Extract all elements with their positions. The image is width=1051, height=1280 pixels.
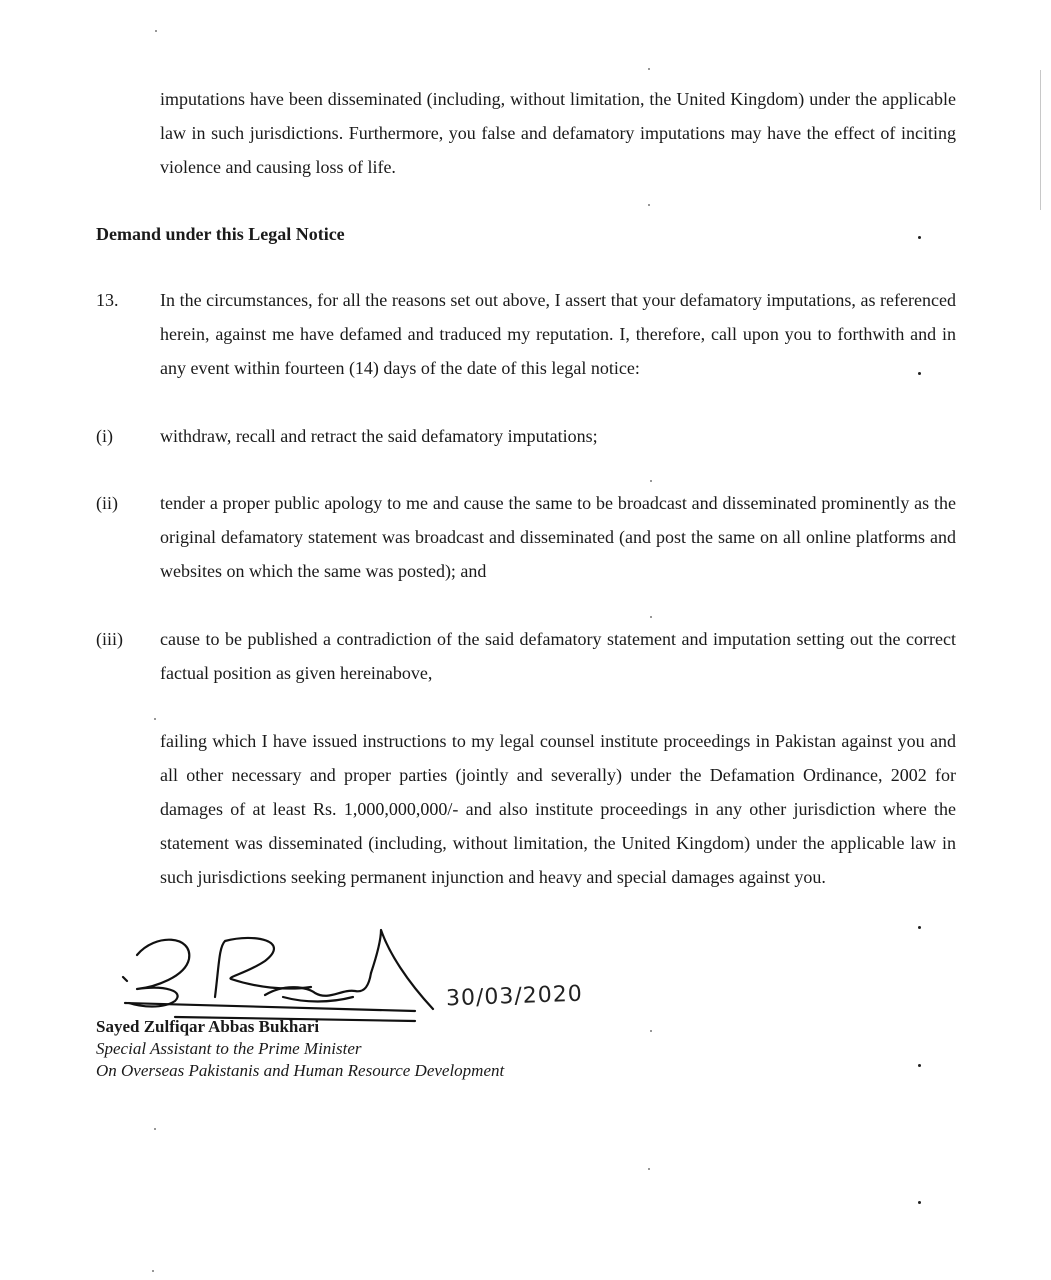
clause-13-text: In the circumstances, for all the reasons set out above, I assert that your defamatory imputations, as referenced herein, against me have defamed and traduced my reputation. I, therefore, call upon you to forthwith and in any event within fourteen (14) days of the date of this legal notice: (160, 290, 956, 378)
scan-speck (154, 718, 156, 720)
demand-i-text: withdraw, recall and retract the said defamatory imputations; (160, 426, 598, 446)
signatory-block (96, 1016, 504, 1082)
intro-paragraph: imputations have been disseminated (including, without limitation, the United Kingdom) under the applicable law in such jurisdictions. Furthermore, you false and defamatory imputations may have the effect of inciting violence and causing loss of life. (160, 89, 956, 177)
scan-speck (155, 30, 157, 32)
signatory-title-line-2: On Overseas Pakistanis and Human Resource Development (96, 1061, 505, 1080)
scan-speck (650, 480, 652, 482)
demand-marker-iii: (iii) (96, 629, 123, 649)
scan-speck (918, 926, 921, 929)
demand-marker-ii: (ii) (96, 493, 118, 513)
signatory-title-line-1: Special Assistant to the Prime Minister (96, 1039, 362, 1058)
scan-speck (154, 1128, 156, 1130)
handwritten-signature (115, 925, 445, 1025)
scan-speck (918, 1064, 921, 1067)
signatory-name: Sayed Zulfiqar Abbas Bukhari (96, 1017, 320, 1036)
scan-speck (648, 1168, 650, 1170)
closing-paragraph: failing which I have issued instructions to my legal counsel institute proceedings in Pakistan against you and all other necessary and proper parties (jointly and severally) under the Defamation Ordinance, 2002 for damages of at least Rs. 1,000,000,000/- and also institute proceedings in any other jurisdiction where the statement was disseminated (including, without limitation, the United Kingdom) under the applicable law in such jurisdictions seeking permanent injunction and heavy and special damages against you. (160, 731, 956, 887)
scan-edge-line (1040, 70, 1041, 210)
section-heading: Demand under this Legal Notice (96, 224, 345, 244)
scan-speck (648, 68, 650, 70)
demand-marker-i: (i) (96, 426, 113, 446)
handwritten-date: 30/03/2020 (445, 981, 584, 1012)
scan-speck (650, 616, 652, 618)
clause-number: 13. (96, 290, 119, 310)
scan-speck (648, 204, 650, 206)
scan-speck (152, 1270, 154, 1272)
demand-ii-text: tender a proper public apology to me and cause the same to be broadcast and disseminated prominently as the original defamatory statement was broadcast and disseminated (and post the same on all online platforms and websites on which the same was posted); and (160, 493, 956, 581)
scan-speck (918, 1201, 921, 1204)
scan-speck (650, 1030, 652, 1032)
demand-iii-text: cause to be published a contradiction of the said defamatory statement and imputation setting out the correct factual position as given hereinabove, (160, 629, 956, 683)
scan-speck (918, 236, 921, 239)
